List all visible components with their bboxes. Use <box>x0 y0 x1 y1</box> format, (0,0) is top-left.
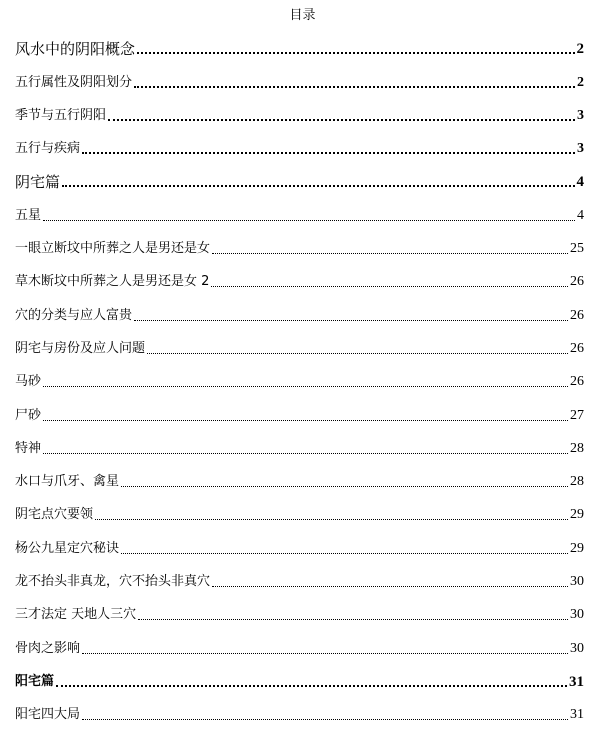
toc-entry-title: 五行属性及阴阳划分 <box>15 74 133 90</box>
dot-leader <box>62 185 574 187</box>
toc-entry-title: 水口与爪牙、禽星 <box>15 474 120 490</box>
toc-entry-page-number: 26 <box>570 274 584 290</box>
dot-leader <box>82 152 575 154</box>
toc-entry[interactable] <box>15 432 584 465</box>
toc-entry[interactable] <box>15 99 584 132</box>
toc-entry-page-number: 25 <box>570 241 584 257</box>
toc-entry-title: 季节与五行阴阳 <box>15 107 107 123</box>
dot-leader <box>43 386 568 387</box>
dot-leader <box>134 320 568 321</box>
dot-leader <box>137 52 574 54</box>
dot-leader <box>212 586 568 587</box>
toc-entry-page-number: 3 <box>577 107 584 123</box>
dot-leader <box>147 353 568 354</box>
toc-entry-page-number: 27 <box>570 407 584 423</box>
toc-entry-page-number: 29 <box>570 507 584 523</box>
toc-entry[interactable] <box>15 132 584 165</box>
toc-entry-page-number: 31 <box>569 673 584 690</box>
toc-entry[interactable] <box>15 665 584 698</box>
toc-entry-page-number: 2 <box>577 74 584 90</box>
toc-entry[interactable] <box>15 32 584 65</box>
dot-leader <box>56 685 567 687</box>
toc-entry-title: 骨肉之影响 <box>15 640 81 656</box>
dot-leader <box>108 119 575 121</box>
toc-entry-page-number: 30 <box>570 640 584 656</box>
toc-entry[interactable] <box>15 332 584 365</box>
dot-leader <box>43 220 575 221</box>
toc-entry-page-number: 26 <box>570 307 584 323</box>
toc-entry-title: 龙不抬头非真龙，穴不抬头非真穴 <box>15 574 211 590</box>
dot-leader <box>82 653 568 654</box>
toc-entry-title: 阴宅与房份及应人问题 <box>15 340 146 356</box>
toc-entry-page-number: 28 <box>570 474 584 490</box>
toc-entry-page-number: 30 <box>570 574 584 590</box>
toc-entry-page-number: 3 <box>577 141 584 157</box>
toc-entry[interactable] <box>15 365 584 398</box>
toc-entry[interactable] <box>15 298 584 331</box>
dot-leader <box>43 420 568 421</box>
toc-entry-title: 马砂 <box>15 374 42 390</box>
toc-entry[interactable] <box>15 265 584 298</box>
toc-entry-page-number: 26 <box>570 340 584 356</box>
toc-entry[interactable] <box>15 598 584 631</box>
toc-entry-title: 五行与疾病 <box>15 141 81 157</box>
toc-entry-page-number: 4 <box>576 174 584 191</box>
toc-list <box>15 32 584 731</box>
dot-leader <box>138 619 568 620</box>
toc-entry-title: 三才法定 天地人三穴 <box>15 607 137 623</box>
toc-entry-page-number: 28 <box>570 440 584 456</box>
dot-leader <box>95 519 568 520</box>
dot-leader <box>212 253 568 254</box>
toc-entry[interactable] <box>15 198 584 231</box>
toc-entry-page-number: 30 <box>570 607 584 623</box>
toc-entry-title: 杨公九星定穴秘诀 <box>15 540 120 556</box>
dot-leader <box>121 553 568 554</box>
toc-entry-title: 阴宅点穴要领 <box>15 507 94 523</box>
toc-entry-title: 阳宅篇 <box>15 673 55 689</box>
toc-entry-title: 阴宅篇 <box>15 173 61 192</box>
toc-entry-title: 穴的分类与应人富贵 <box>15 307 133 323</box>
toc-entry-title: 草木断坟中所葬之人是男还是女 2 <box>15 274 210 290</box>
dot-leader <box>134 86 575 88</box>
dot-leader <box>43 453 568 454</box>
toc-entry[interactable] <box>15 565 584 598</box>
toc-entry-title: 一眼立断坟中所葬之人是男还是女 <box>15 241 211 257</box>
toc-entry-page-number: 4 <box>577 207 584 223</box>
toc-entry[interactable] <box>15 232 584 265</box>
toc-entry[interactable] <box>15 631 584 664</box>
toc-entry[interactable] <box>15 165 584 198</box>
dot-leader <box>121 486 568 487</box>
toc-entry-page-number: 2 <box>576 41 584 58</box>
toc-entry[interactable] <box>15 465 584 498</box>
toc-entry-title: 尸砂 <box>15 407 42 423</box>
dot-leader <box>211 286 568 287</box>
toc-entry-title: 风水中的阴阳概念 <box>15 40 136 59</box>
toc-entry-title: 阳宅四大局 <box>15 707 81 723</box>
toc-entry[interactable] <box>15 398 584 431</box>
dot-leader <box>82 719 568 720</box>
toc-entry-page-number: 29 <box>570 540 584 556</box>
toc-entry[interactable] <box>15 498 584 531</box>
toc-entry[interactable] <box>15 698 584 731</box>
toc-entry[interactable] <box>15 65 584 98</box>
toc-entry-title: 特神 <box>15 440 42 456</box>
toc-title: 目录 <box>289 8 316 23</box>
toc-entry-page-number: 26 <box>570 374 584 390</box>
toc-entry-title: 五星 <box>15 207 42 223</box>
toc-entry[interactable] <box>15 531 584 564</box>
toc-entry-page-number: 31 <box>570 707 584 723</box>
